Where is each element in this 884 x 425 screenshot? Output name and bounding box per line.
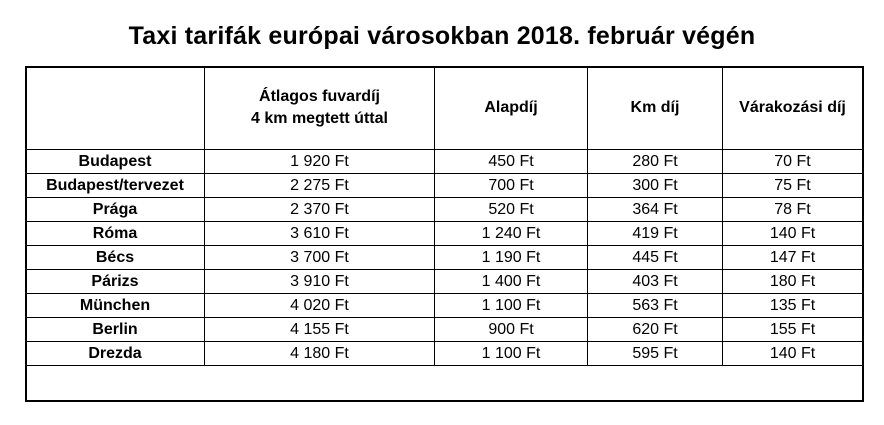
city-cell: München [26, 294, 205, 318]
km-fee-cell: 620 Ft [588, 318, 723, 342]
avg-fare-cell: 3 700 Ft [205, 246, 435, 270]
waiting-fee-cell: 70 Ft [723, 150, 863, 174]
waiting-fee-cell: 140 Ft [723, 222, 863, 246]
km-fee-cell: 280 Ft [588, 150, 723, 174]
city-cell: Budapest/tervezet [26, 174, 205, 198]
city-cell: Berlin [26, 318, 205, 342]
km-fee-cell: 419 Ft [588, 222, 723, 246]
km-fee-cell: 595 Ft [588, 342, 723, 366]
table-row [26, 174, 863, 198]
avg-fare-cell: 2 370 Ft [205, 198, 435, 222]
table-row [26, 342, 863, 366]
waiting-fee-cell: 75 Ft [723, 174, 863, 198]
header-km-fee: Km díj [588, 67, 723, 150]
km-fee-cell: 563 Ft [588, 294, 723, 318]
table-row [26, 318, 863, 342]
avg-fare-cell: 3 910 Ft [205, 270, 435, 294]
waiting-fee-cell: 78 Ft [723, 198, 863, 222]
tariff-table [25, 66, 863, 366]
waiting-fee-cell: 155 Ft [723, 318, 863, 342]
header-avg-fare-line1: Átlagos fuvardíj [259, 88, 380, 105]
base-fee-cell: 520 Ft [435, 198, 588, 222]
avg-fare-cell: 1 920 Ft [205, 150, 435, 174]
table-row [26, 222, 863, 246]
header-avg-fare-line2: 4 km megtett úttal [251, 110, 388, 127]
header-avg-fare [205, 67, 435, 150]
table-row [26, 270, 863, 294]
header-base-fee: Alapdíj [435, 67, 588, 150]
city-cell: Róma [26, 222, 205, 246]
table-row [26, 198, 863, 222]
km-fee-cell: 445 Ft [588, 246, 723, 270]
waiting-fee-cell: 180 Ft [723, 270, 863, 294]
city-cell: Drezda [26, 342, 205, 366]
city-cell: Budapest [26, 150, 205, 174]
header-city [26, 67, 205, 150]
avg-fare-cell: 2 275 Ft [205, 174, 435, 198]
city-cell: Prága [26, 198, 205, 222]
waiting-fee-cell: 140 Ft [723, 342, 863, 366]
table-row [26, 246, 863, 270]
avg-fare-cell: 3 610 Ft [205, 222, 435, 246]
km-fee-cell: 364 Ft [588, 198, 723, 222]
table-header [26, 67, 863, 150]
base-fee-cell: 1 100 Ft [435, 342, 588, 366]
base-fee-cell: 1 190 Ft [435, 246, 588, 270]
base-fee-cell: 450 Ft [435, 150, 588, 174]
city-cell: Bécs [26, 246, 205, 270]
header-row [26, 67, 863, 150]
waiting-fee-cell: 147 Ft [723, 246, 863, 270]
base-fee-cell: 900 Ft [435, 318, 588, 342]
avg-fare-cell: 4 020 Ft [205, 294, 435, 318]
header-waiting-fee: Várakozási díj [723, 67, 863, 150]
base-fee-cell: 1 100 Ft [435, 294, 588, 318]
km-fee-cell: 300 Ft [588, 174, 723, 198]
avg-fare-cell: 4 155 Ft [205, 318, 435, 342]
base-fee-cell: 1 400 Ft [435, 270, 588, 294]
table-row [26, 294, 863, 318]
waiting-fee-cell: 135 Ft [723, 294, 863, 318]
page-title: Taxi tarifák európai városokban 2018. február végén [128, 22, 756, 50]
table-body [26, 150, 863, 366]
km-fee-cell: 403 Ft [588, 270, 723, 294]
avg-fare-cell: 4 180 Ft [205, 342, 435, 366]
base-fee-cell: 1 240 Ft [435, 222, 588, 246]
base-fee-cell: 700 Ft [435, 174, 588, 198]
city-cell: Párizs [26, 270, 205, 294]
table-row [26, 150, 863, 174]
